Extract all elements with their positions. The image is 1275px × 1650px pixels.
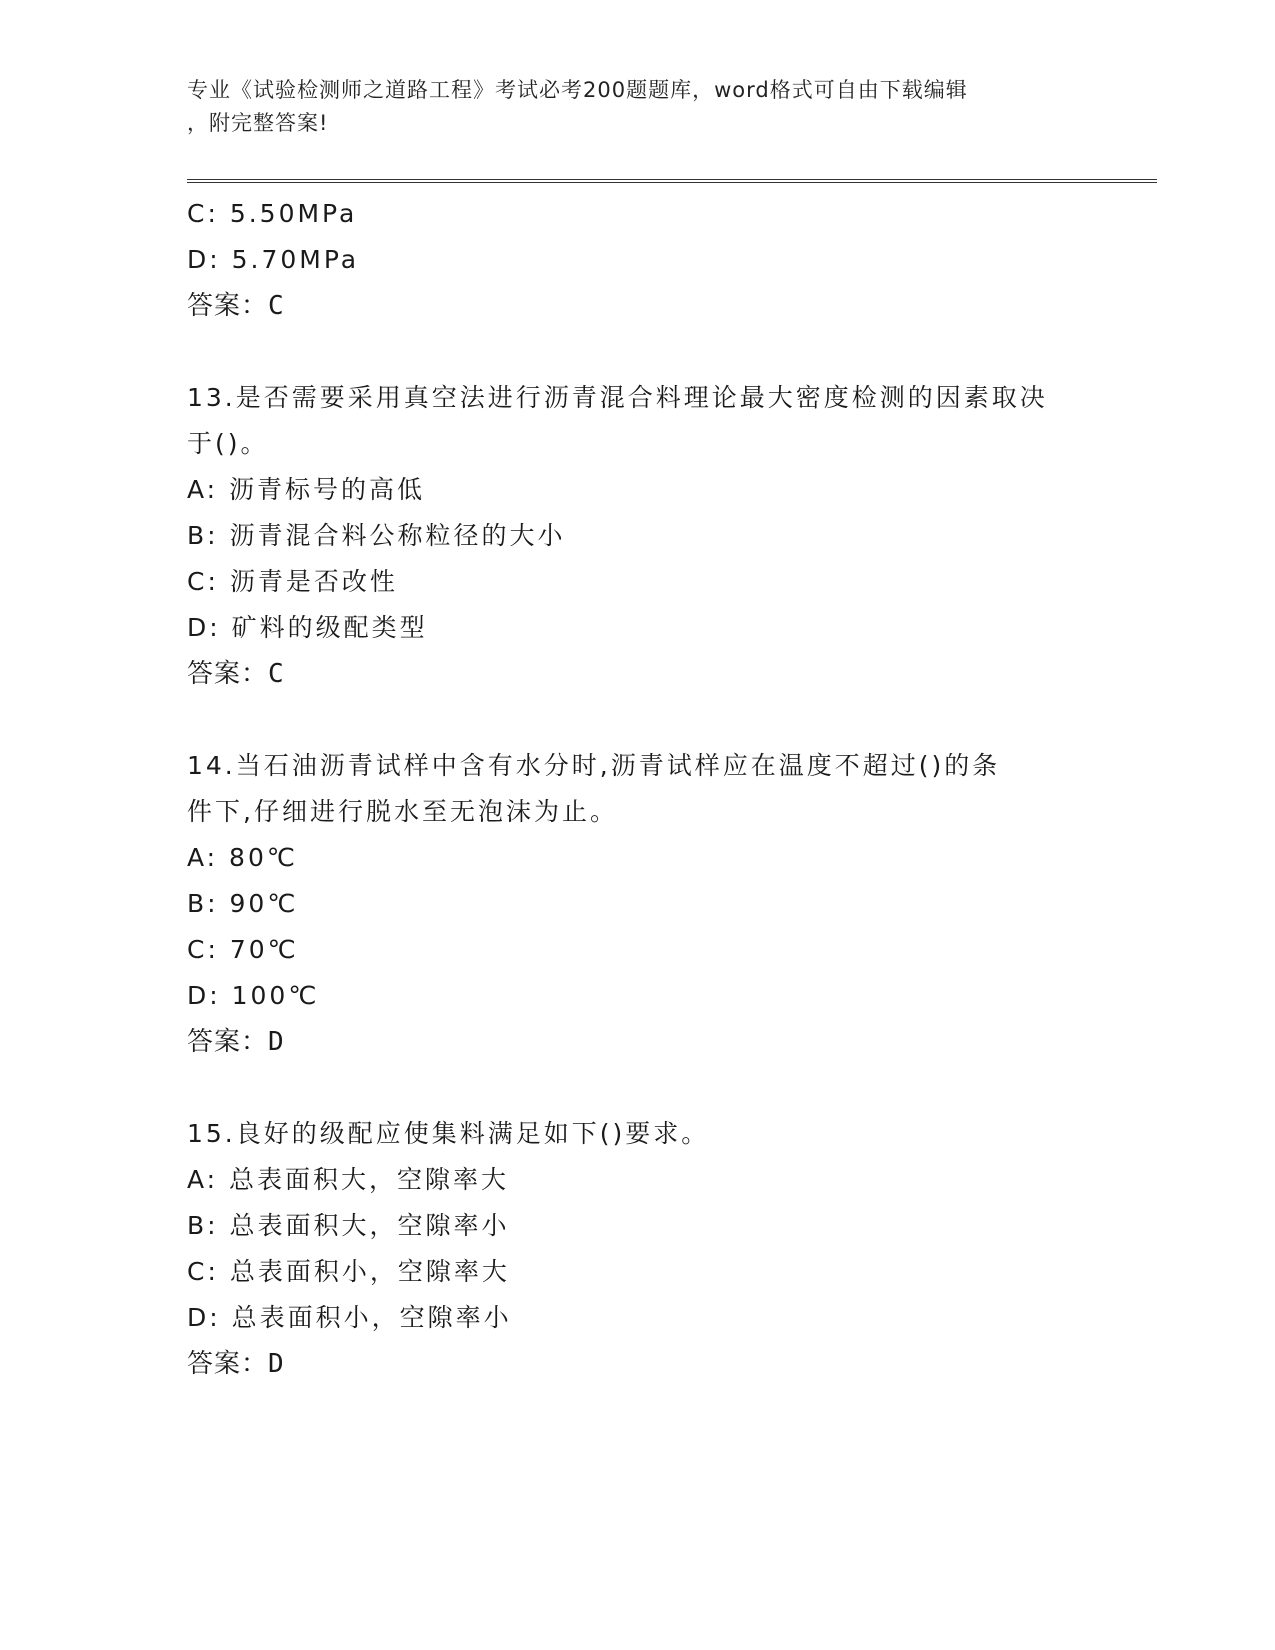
header-line-2: ，附完整答案! — [187, 111, 329, 135]
option-b: B: 沥青混合料公称粒径的大小 — [187, 521, 566, 550]
question-14 — [187, 743, 1087, 1065]
question-stem: 15.良好的级配应使集料满足如下()要求。 — [187, 1119, 710, 1148]
option-b: B: 总表面积大，空隙率小 — [187, 1211, 510, 1240]
question-stem: 件下,仔细进行脱水至无泡沫为止。 — [187, 797, 618, 826]
option-a: A: 80℃ — [187, 843, 298, 872]
document-header — [187, 74, 1087, 140]
question-15 — [187, 1111, 1087, 1387]
question-stem: 13.是否需要采用真空法进行沥青混合料理论最大密度检测的因素取决 — [187, 383, 1048, 412]
question-stem: 14.当石油沥青试样中含有水分时,沥青试样应在温度不超过()的条 — [187, 751, 1001, 780]
option-d: D: 5.70MPa — [187, 245, 360, 274]
option-a: A: 沥青标号的高低 — [187, 475, 426, 504]
header-divider — [187, 179, 1157, 183]
option-c: C: 5.50MPa — [187, 199, 358, 228]
question-13 — [187, 375, 1087, 697]
option-b: B: 90℃ — [187, 889, 299, 918]
option-d: D: 总表面积小，空隙率小 — [187, 1303, 512, 1332]
question-stem: 于()。 — [187, 429, 269, 458]
answer: 答案：C — [187, 659, 285, 689]
option-d: D: 100℃ — [187, 981, 320, 1010]
answer: 答案：C — [187, 291, 285, 321]
option-c: C: 70℃ — [187, 935, 299, 964]
answer: 答案：D — [187, 1027, 285, 1057]
header-line-1: 专业《试验检测师之道路工程》考试必考200题题库，word格式可自由下载编辑 — [187, 78, 968, 102]
question-12-continued — [187, 191, 1087, 329]
option-c: C: 总表面积小，空隙率大 — [187, 1257, 510, 1286]
option-c: C: 沥青是否改性 — [187, 567, 398, 596]
option-d: D: 矿料的级配类型 — [187, 613, 428, 642]
answer: 答案：D — [187, 1349, 285, 1379]
option-a: A: 总表面积大，空隙率大 — [187, 1165, 510, 1194]
document-body — [187, 191, 1087, 1387]
